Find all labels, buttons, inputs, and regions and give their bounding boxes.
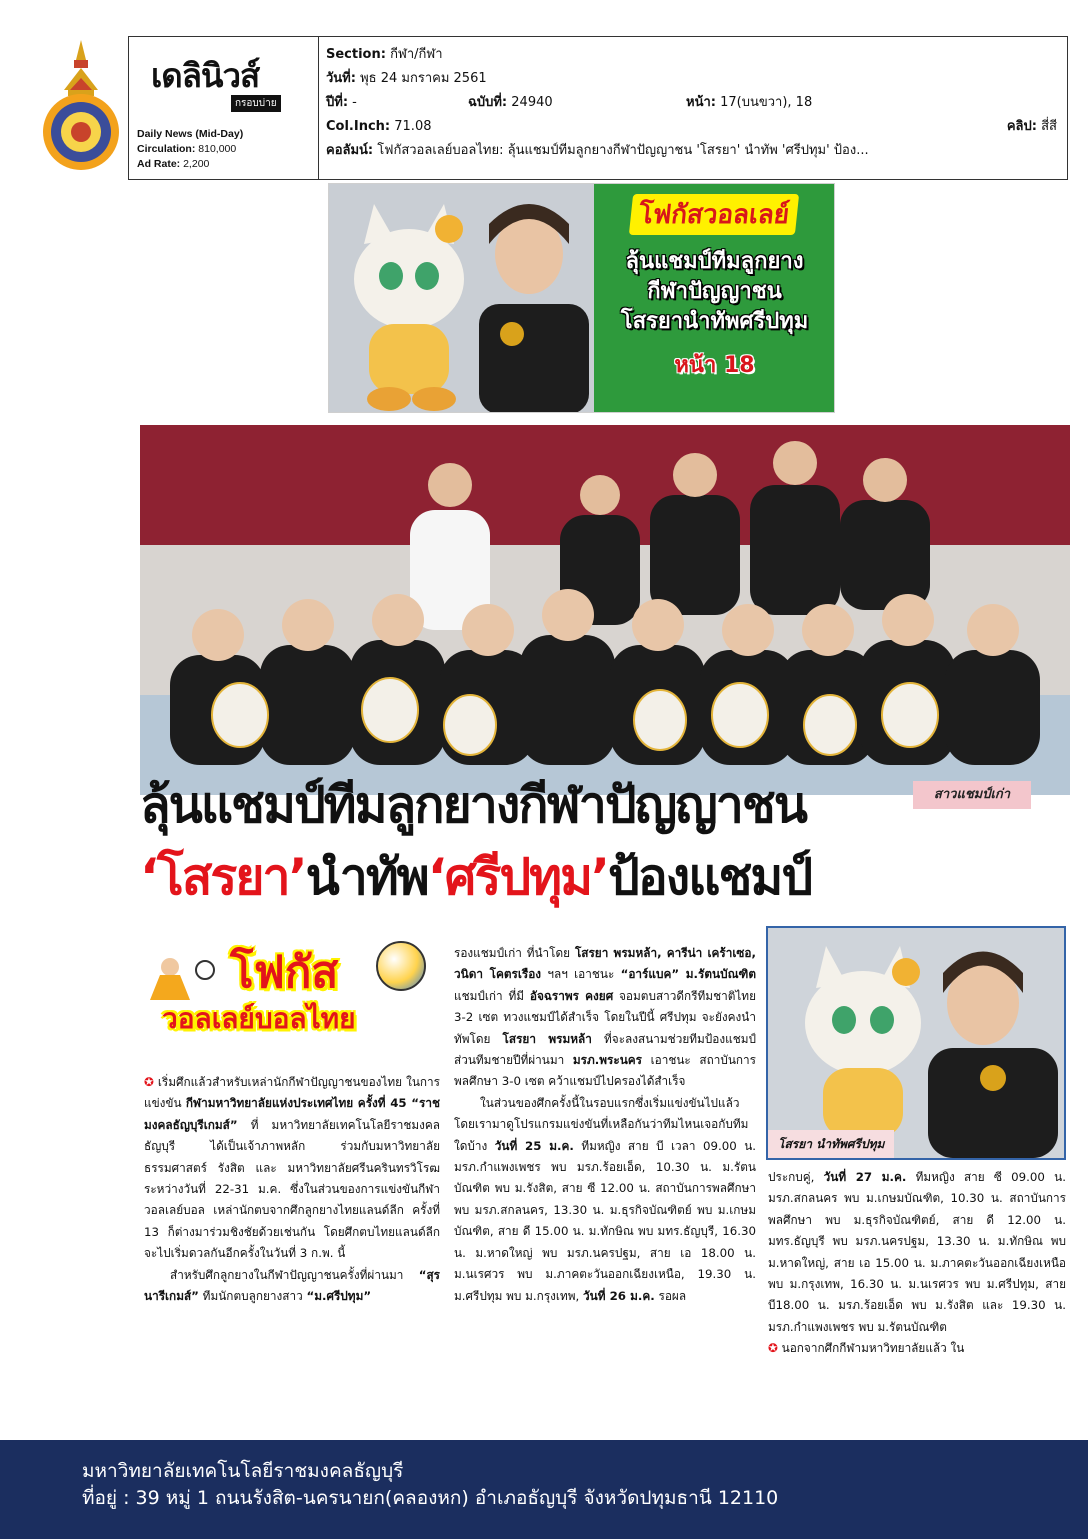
publication-name: Daily News (Mid-Day) <box>137 128 244 140</box>
clipping-header <box>128 36 1068 180</box>
team-photo-caption: สาวแชมป์เก่า <box>913 781 1031 809</box>
paragraph: สำหรับศึกลูกยางในกีฬาปัญญาชนครั้งที่ผ่านมา “สุรนารีเกมส์” ทีมนักตบลูกยางสาว “ม.ศรีปทุม” <box>144 1267 440 1304</box>
volleyball-icon <box>376 941 426 991</box>
column-logo <box>142 935 438 1055</box>
banner-line-1: ลุ้นแชมป์ทีมลูกยาง <box>625 249 804 274</box>
team-photo <box>140 425 1070 795</box>
banner-line-3: โสรยานำทัพศรีปทุม <box>620 309 809 334</box>
publication-box <box>129 37 319 179</box>
banner-title: โฟกัสวอลเลย์ <box>629 194 799 235</box>
publication-info <box>137 127 243 172</box>
player-with-mascot-photo <box>329 184 594 413</box>
section-row: Section: กีฬา/กีฬา <box>326 47 443 62</box>
colinch-row: Col.Inch: 71.08 คลิป: สี่สี <box>326 119 1057 134</box>
column-row: คอลัมน์: โฟกัสวอลเลย์บอลไทย: ลุ้นแชมป์ทีมลูกยางกีฬาปัญญาชน 'โสรยา' นำทัพ 'ศรีปทุม' ป้อง... <box>326 143 869 158</box>
ad-rate: Ad Rate: 2,200 <box>137 158 210 170</box>
column-logo-line-2: วอลเลย์บอลไทย <box>162 1002 356 1035</box>
headline-line-1: ลุ้นแชมป์ทีมลูกยางกีฬาปัญญาชน <box>140 776 806 834</box>
paragraph: ในส่วนของศึกครั้งนี้ในรอบแรกซึ่งเริ่มแข่งขันไปแล้ว โดยเรามาดูโปรแกรมแข่งขันที่เหลือกันว่าทีมไหนเจอกับทีมใดบ้าง วันที่ 25 ม.ค. ทีมหญิง สาย บี เวลา 09.00 น. มรภ.กำแพงเพชร พบ มรภ.ร้อยเอ็ด, 10.30 น. ม.รัตนบัณฑิต พบ ม.รังสิต, สาย ซี 12.00 น. สถาบันการพลศึกษา พบ มรภ.สกลนคร, 13.30 น. ม.ธุรกิจบัณฑิตย์ พบ ม.เกษมบัณฑิต, สาย ดี 15.00 น. ม.ทักษิณ พบ มทร.ธัญบุรี, 16.30 น. ม.หาดใหญ่ พบ มรภ.นครปฐม, สาย เอ 18.00 น. ม.นเรศวร พบ ม.ภาคตะวันออกเฉียงเหนือ, 19.30 น. ม.ศรีปทุม พบ ม.กรุงเทพ, วันที่ 26 ม.ค. รอผล <box>454 1095 757 1303</box>
teaser-banner <box>328 183 835 413</box>
circulation: Circulation: 810,000 <box>137 143 237 155</box>
article-column-2 <box>454 943 756 1307</box>
article-column-3 <box>768 1167 1066 1360</box>
paragraph: ประกบคู่, วันที่ 27 ม.ค. ทีมหญิง สาย ซี 09.00 น. มรภ.สกลนคร พบ ม.เกษมบัณฑิต, 10.30 น. สถาบันการพลศึกษา พบ ม.ธุรกิจบัณฑิตย์, สาย ดี 12.00 น. มทร.ธัญบุรี พบ มรภ.นครปฐม, 13.30 น. ม.ทักษิณ พบ ม.หาดใหญ่, สาย เอ 15.00 น. ม.ภาคตะวันออกเฉียงเหนือ พบ ม.กรุงเทพ, 16.30 น. ม.นเรศวร พบ ม.ศรีปทุม, สาย บี18.00 น. มรภ.ร้อยเอ็ด พบ ม.รังสิต และ 19.30 น. มรภ.กำแพงเพชร พบ ม.รัตนบัณฑิต <box>768 1170 1066 1334</box>
issue-row: ปีที่: - ฉบับที่: 24940 หน้า: 17(บนขวา), 18 <box>326 95 813 110</box>
newspaper-logo: เดลินิวส์ <box>151 56 260 95</box>
paragraph: ✪ เริ่มศึกแล้วสำหรับเหล่านักกีฬาปัญญาชนของไทย ในการแข่งขัน กีฬามหาวิทยาลัยแห่งประเทศไทย ครั้งที่ 45 “ราชมงคลธัญบุรีเกมส์” ที่ มหาวิทยาลัยเทคโนโลยีราชมงคลธัญบุรี ได้เป็นเจ้าภาพหลัก ร่วมกับมหาวิทยาลัยธรรมศาสตร์ รังสิต และ มหาวิทยาลัยศรีนครินทรวิโรฒ ระหว่างวันที่ 22-31 ม.ค. ซึ่งในส่วนของการแข่งขันกีฬาวอลเลย์บอล เหล่านักตบจากศึกลูกยางไทยแลนด์ลีก ครั้งที่ 13 ก็ต่างมาร่วมชิงชัยด้วยเช่นกัน โดยศึกตบไทยแลนด์ลีกจะไปเริ่มดวลกันอีกครั้งในวันที่ 3 ก.พ. นี้ <box>144 1075 441 1261</box>
banner-line-2: กีฬาปัญญาชน <box>647 279 782 304</box>
date-row: วันที่: พุธ 24 มกราคม 2561 <box>326 71 487 86</box>
star-bullet-icon: ✪ <box>768 1341 778 1356</box>
paragraph: ✪ นอกจากศึกกีฬามหาวิทยาลัยแล้ว ใน <box>768 1341 965 1356</box>
footer-address: ที่อยู่ : 39 หมู่ 1 ถนนรังสิต-นครนายก(คลองหก) อำเภอธัญบุรี จังหวัดปทุมธานี 12110 <box>82 1487 779 1509</box>
player-photo-illustration <box>768 928 1064 1158</box>
player-photo-caption: โสรยา นำทัพศรีปทุม <box>768 1130 894 1158</box>
university-emblem-icon <box>38 38 124 170</box>
column-logo-line-1: โฟกัส <box>230 947 339 998</box>
paragraph: รองแชมป์เก่า ที่นำโดย โสรยา พรมหล้า, คารีน่า เคร้าเซอ, วนิดา โคตรเรือง ฯลฯ เอาชนะ “อาร์แบค” ม.รัตนบัณฑิต แชมป์เก่า ที่มี อัจฉราพร คงยศ จอมตบสาวดีกรีทีมชาติไทย 3-2 เซต ทวงแชมป์ได้สำเร็จ โดยในปีนี้ ศรีปทุม จะยังคงนำทัพโดย โสรยา พรมหล้า ที่จะลงสนามช่วยทีมป้องแชมป์ ส่วนทีมชายปีที่ผ่านมา มรภ.พระนคร เอาชนะ สถาบันการพลศึกษา 3-0 เซต คว้าแชมป์ไปครองได้สำเร็จ <box>454 946 757 1089</box>
footer-university-name: มหาวิทยาลัยเทคโนโลยีราชมงคลธัญบุรี <box>82 1460 404 1482</box>
headline-line-2: ‘โสรยา’นำทัพ‘ศรีปทุม’ป้องแชมป์ <box>140 848 812 906</box>
article-column-1 <box>144 1072 440 1307</box>
banner-page-ref: หน้า 18 <box>674 353 755 378</box>
clipping-metadata <box>320 37 1067 179</box>
star-bullet-icon: ✪ <box>144 1075 154 1089</box>
banner-text <box>597 194 832 382</box>
player-photo <box>766 926 1066 1160</box>
page-footer <box>0 1440 1088 1539</box>
team-photo-illustration <box>140 425 1070 795</box>
edition-label: กรอบบ่าย <box>231 95 281 112</box>
article-headline <box>140 770 900 920</box>
